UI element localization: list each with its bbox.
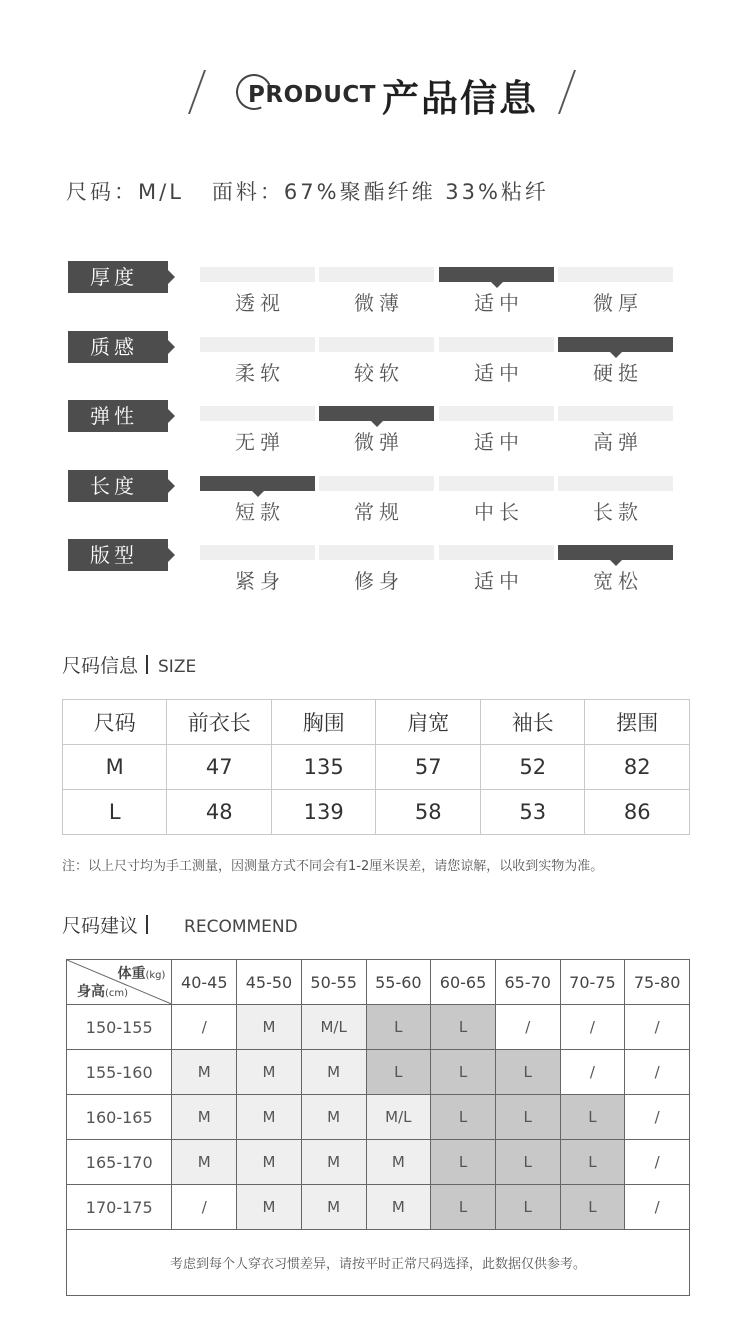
size-cell: M xyxy=(366,1185,431,1230)
recommend-title-cn: 尺码建议 xyxy=(62,915,139,937)
corner-weight-unit: (kg) xyxy=(145,970,166,981)
size-cell: / xyxy=(625,1185,690,1230)
weight-header-cell: 70-75 xyxy=(560,960,625,1005)
attribute-option xyxy=(558,406,673,456)
option-label: 常规 xyxy=(354,500,404,524)
size-cell: / xyxy=(172,1005,237,1050)
option-label: 宽松 xyxy=(593,569,643,593)
fabric-value: 67%聚酯纤维 33%粘纤 xyxy=(283,180,549,204)
option-label: 适中 xyxy=(474,291,524,315)
size-table xyxy=(62,699,690,835)
table-row xyxy=(63,745,690,790)
attribute-label: 厚度 xyxy=(68,261,168,293)
table-row xyxy=(67,1185,690,1230)
size-cell: M xyxy=(237,1050,302,1095)
size-value: M/L xyxy=(138,180,184,204)
size-cell: M/L xyxy=(366,1095,431,1140)
option-label: 微厚 xyxy=(593,291,643,315)
corner-height-unit: (cm) xyxy=(105,988,129,999)
table-row xyxy=(67,1005,690,1050)
attribute-option xyxy=(439,406,554,456)
table-row xyxy=(63,790,690,835)
option-bar xyxy=(558,545,673,560)
size-cell: M xyxy=(237,1185,302,1230)
recommend-table xyxy=(66,959,690,1296)
option-bar xyxy=(439,406,554,421)
option-label: 适中 xyxy=(474,361,524,385)
attribute-option xyxy=(200,545,315,595)
attribute-option xyxy=(558,267,673,317)
option-label: 适中 xyxy=(474,430,524,454)
attribute-option xyxy=(319,545,434,595)
option-label: 较软 xyxy=(354,361,404,385)
size-cell: M xyxy=(237,1140,302,1185)
product-word: PRODUCT xyxy=(248,82,376,108)
attribute-row xyxy=(0,400,750,460)
table-footer-row xyxy=(67,1230,690,1296)
attribute-option xyxy=(319,267,434,317)
size-cell: / xyxy=(560,1050,625,1095)
option-label: 高弹 xyxy=(593,430,643,454)
size-cell: M/L xyxy=(301,1005,366,1050)
table-header-cell: 摆围 xyxy=(585,700,690,745)
size-cell: M xyxy=(237,1005,302,1050)
height-cell: 155-160 xyxy=(67,1050,172,1095)
option-bar xyxy=(439,267,554,282)
table-header-cell: 袖长 xyxy=(480,700,584,745)
size-cell: M xyxy=(172,1095,237,1140)
size-cell: / xyxy=(172,1185,237,1230)
corner-height-label: 身高 xyxy=(77,984,105,1000)
attribute-option xyxy=(558,545,673,595)
recommend-footer-note: 考虑到每个人穿衣习惯差异，请按平时正常尺码选择，此数据仅供参考。 xyxy=(67,1230,690,1296)
size-cell: L xyxy=(495,1140,560,1185)
fabric-label: 面料： xyxy=(211,180,284,204)
attribute-label: 弹性 xyxy=(68,400,168,432)
attribute-label: 版型 xyxy=(68,539,168,571)
measurement-note: 注：以上尺寸均为手工测量，因测量方式不同会有1-2厘米误差，请您谅解，以收到实物为准。 xyxy=(62,859,604,874)
size-cell: L xyxy=(560,1140,625,1185)
size-cell: / xyxy=(495,1005,560,1050)
option-bar xyxy=(200,337,315,352)
attribute-option xyxy=(319,476,434,526)
page-header xyxy=(0,62,750,122)
option-label: 硬挺 xyxy=(593,361,643,385)
size-cell: / xyxy=(625,1140,690,1185)
size-cell: L xyxy=(495,1095,560,1140)
option-bar xyxy=(439,476,554,491)
size-cell: L xyxy=(431,1140,496,1185)
height-cell: 165-170 xyxy=(67,1140,172,1185)
table-cell: 139 xyxy=(271,790,376,835)
size-cell: / xyxy=(560,1005,625,1050)
table-cell: M xyxy=(63,745,167,790)
weight-header-cell: 75-80 xyxy=(625,960,690,1005)
size-cell: L xyxy=(366,1005,431,1050)
option-bar xyxy=(200,406,315,421)
size-cell: L xyxy=(431,1005,496,1050)
option-label: 修身 xyxy=(354,569,404,593)
table-header-cell: 尺码 xyxy=(63,700,167,745)
weight-header-cell: 60-65 xyxy=(431,960,496,1005)
option-label: 紧身 xyxy=(235,569,285,593)
attribute-option xyxy=(439,267,554,317)
table-cell: 135 xyxy=(271,745,376,790)
option-label: 无弹 xyxy=(235,430,285,454)
option-bar xyxy=(439,337,554,352)
height-cell: 160-165 xyxy=(67,1095,172,1140)
attribute-option xyxy=(200,476,315,526)
table-cell: 82 xyxy=(585,745,690,790)
size-cell: / xyxy=(625,1050,690,1095)
option-label: 短款 xyxy=(235,500,285,524)
size-cell: M xyxy=(172,1140,237,1185)
option-label: 中长 xyxy=(474,500,524,524)
height-cell: 170-175 xyxy=(67,1185,172,1230)
option-label: 透视 xyxy=(235,291,285,315)
corner-height xyxy=(77,981,128,1001)
option-bar xyxy=(558,267,673,282)
size-info-title xyxy=(62,651,196,678)
corner-cell xyxy=(67,960,172,1005)
weight-header-cell: 40-45 xyxy=(172,960,237,1005)
attribute-row xyxy=(0,331,750,391)
table-cell: 47 xyxy=(167,745,271,790)
option-bar xyxy=(558,337,673,352)
option-bar xyxy=(200,545,315,560)
corner-weight-label: 体重 xyxy=(117,966,146,982)
decor-slash-left xyxy=(188,70,206,114)
attribute-row xyxy=(0,470,750,530)
size-cell: M xyxy=(301,1140,366,1185)
size-cell: / xyxy=(625,1005,690,1050)
weight-header-cell: 50-55 xyxy=(301,960,366,1005)
size-cell: / xyxy=(625,1095,690,1140)
size-cell: M xyxy=(301,1050,366,1095)
option-bar xyxy=(558,476,673,491)
attribute-option xyxy=(558,337,673,387)
table-header-row xyxy=(63,700,690,745)
option-label: 长款 xyxy=(593,500,643,524)
option-bar xyxy=(319,545,434,560)
option-label: 柔软 xyxy=(235,361,285,385)
size-cell: M xyxy=(301,1095,366,1140)
decor-slash-right xyxy=(558,70,576,114)
option-bar xyxy=(319,476,434,491)
attribute-row xyxy=(0,261,750,321)
table-cell: 86 xyxy=(585,790,690,835)
size-cell: M xyxy=(366,1140,431,1185)
attribute-option xyxy=(319,337,434,387)
option-bar xyxy=(319,337,434,352)
size-cell: M xyxy=(237,1095,302,1140)
option-bar xyxy=(558,406,673,421)
table-header-cell: 前衣长 xyxy=(167,700,271,745)
table-header-row xyxy=(67,960,690,1005)
table-row xyxy=(67,1050,690,1095)
table-cell: 48 xyxy=(167,790,271,835)
table-header-cell: 肩宽 xyxy=(376,700,480,745)
option-bar xyxy=(319,267,434,282)
size-cell: L xyxy=(495,1050,560,1095)
page-title: 产品信息 xyxy=(382,77,538,120)
weight-header-cell: 55-60 xyxy=(366,960,431,1005)
option-bar xyxy=(200,267,315,282)
size-cell: L xyxy=(495,1185,560,1230)
attribute-label: 质感 xyxy=(68,331,168,363)
option-label: 适中 xyxy=(474,569,524,593)
weight-header-cell: 45-50 xyxy=(237,960,302,1005)
size-cell: L xyxy=(431,1050,496,1095)
attribute-row xyxy=(0,539,750,599)
table-cell: 57 xyxy=(376,745,480,790)
size-cell: L xyxy=(431,1185,496,1230)
table-row xyxy=(67,1095,690,1140)
table-cell: 53 xyxy=(480,790,584,835)
size-cell: M xyxy=(301,1185,366,1230)
attribute-option xyxy=(200,337,315,387)
attribute-label: 长度 xyxy=(68,470,168,502)
attribute-option xyxy=(558,476,673,526)
size-cell: L xyxy=(366,1050,431,1095)
size-cell: M xyxy=(172,1050,237,1095)
size-label: 尺码： xyxy=(66,180,138,204)
option-bar xyxy=(200,476,315,491)
attribute-option xyxy=(319,406,434,456)
option-label: 微薄 xyxy=(354,291,404,315)
size-info-title-cn: 尺码信息 xyxy=(62,655,139,677)
attribute-option xyxy=(439,337,554,387)
corner-weight xyxy=(117,963,165,983)
spec-line xyxy=(66,176,549,206)
recommend-title xyxy=(62,911,298,938)
table-header-cell: 胸围 xyxy=(271,700,376,745)
size-cell: L xyxy=(560,1095,625,1140)
weight-header-cell: 65-70 xyxy=(495,960,560,1005)
size-cell: L xyxy=(560,1185,625,1230)
table-cell: 58 xyxy=(376,790,480,835)
table-cell: L xyxy=(63,790,167,835)
recommend-title-en: RECOMMEND xyxy=(184,917,298,937)
table-row xyxy=(67,1140,690,1185)
height-cell: 150-155 xyxy=(67,1005,172,1050)
option-bar xyxy=(319,406,434,421)
attribute-option xyxy=(439,476,554,526)
option-bar xyxy=(439,545,554,560)
table-cell: 52 xyxy=(480,745,584,790)
option-label: 微弹 xyxy=(354,430,404,454)
size-info-title-en: SIZE xyxy=(158,657,197,677)
attribute-option xyxy=(200,406,315,456)
size-cell: L xyxy=(431,1095,496,1140)
attribute-option xyxy=(200,267,315,317)
attribute-option xyxy=(439,545,554,595)
